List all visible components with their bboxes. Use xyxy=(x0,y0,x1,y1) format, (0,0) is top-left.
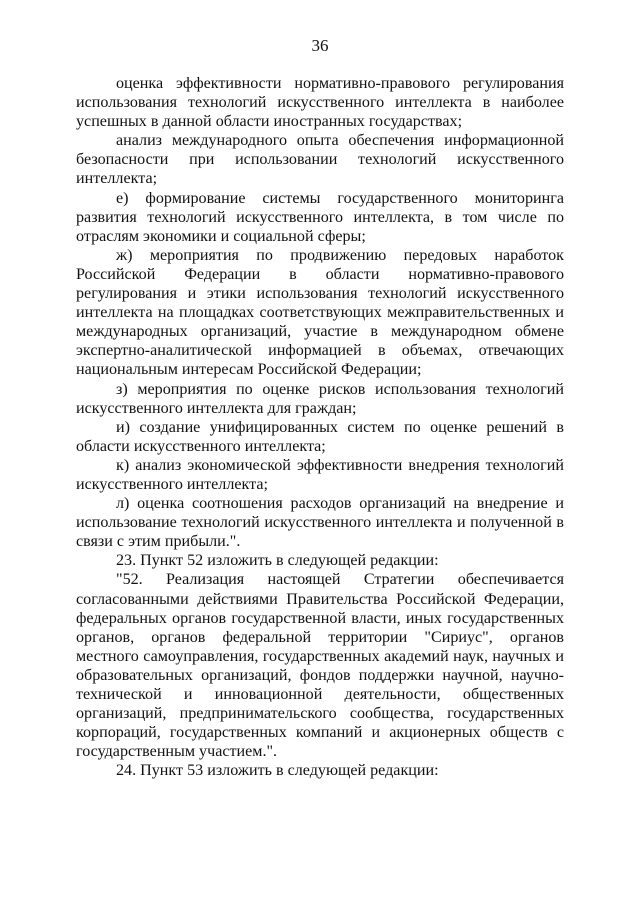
paragraph: оценка эффективности нормативно-правового регулирования использования технологий искусственного интеллекта в наиболее успешных в данной области иностранных государствах; xyxy=(76,75,564,131)
paragraph: е) формирование системы государственного мониторинга развития технологий искусственного интеллекта, в том числе по отраслям экономики и социальной сферы; xyxy=(76,189,564,245)
paragraph: 23. Пункт 52 изложить в следующей редакции: xyxy=(116,552,439,570)
document-body xyxy=(76,74,564,780)
paragraph: и) создание унифицированных систем по оценке решений в области искусственного интеллекта; xyxy=(76,418,564,455)
paragraph: ж) мероприятия по продвижению передовых наработок Российской Федерации в области нормативно-правового регулирования и этики использования технологий искусственного интеллекта на площадках соответствующих межправительственных и международных организаций, участие в международном обмене экспертно-аналитической информацией в объемах, отвечающих национальным интересам Российской Федерации; xyxy=(76,246,564,379)
paragraph: л) оценка соотношения расходов организаций на внедрение и использование технологий искусственного интеллекта и полученной в связи с этим прибыли.". xyxy=(76,495,564,551)
paragraph: к) анализ экономической эффективности внедрения технологий искусственного интеллекта; xyxy=(76,456,564,493)
paragraph: "52. Реализация настоящей Стратегии обеспечивается согласованными действиями Правительства Российской Федерации, федеральных органов государственной власти, иных государственных органов, органов федеральной территории "Сириус", органов местного самоуправления, государственных академий наук, научных и образовательных организаций, фондов поддержки научной, научно-технической и инновационной деятельности, общественных организаций, предпринимательского сообщества, государственных корпораций, государственных компаний и акционерных обществ с государственным участием.". xyxy=(76,571,564,761)
paragraph: з) мероприятия по оценке рисков использования технологий искусственного интеллекта для граждан; xyxy=(76,380,564,417)
paragraph: 24. Пункт 53 изложить в следующей редакции: xyxy=(116,762,439,780)
page-number: 36 xyxy=(311,36,329,55)
paragraph: анализ международного опыта обеспечения информационной безопасности при использовании технологий искусственного интеллекта; xyxy=(76,132,564,188)
